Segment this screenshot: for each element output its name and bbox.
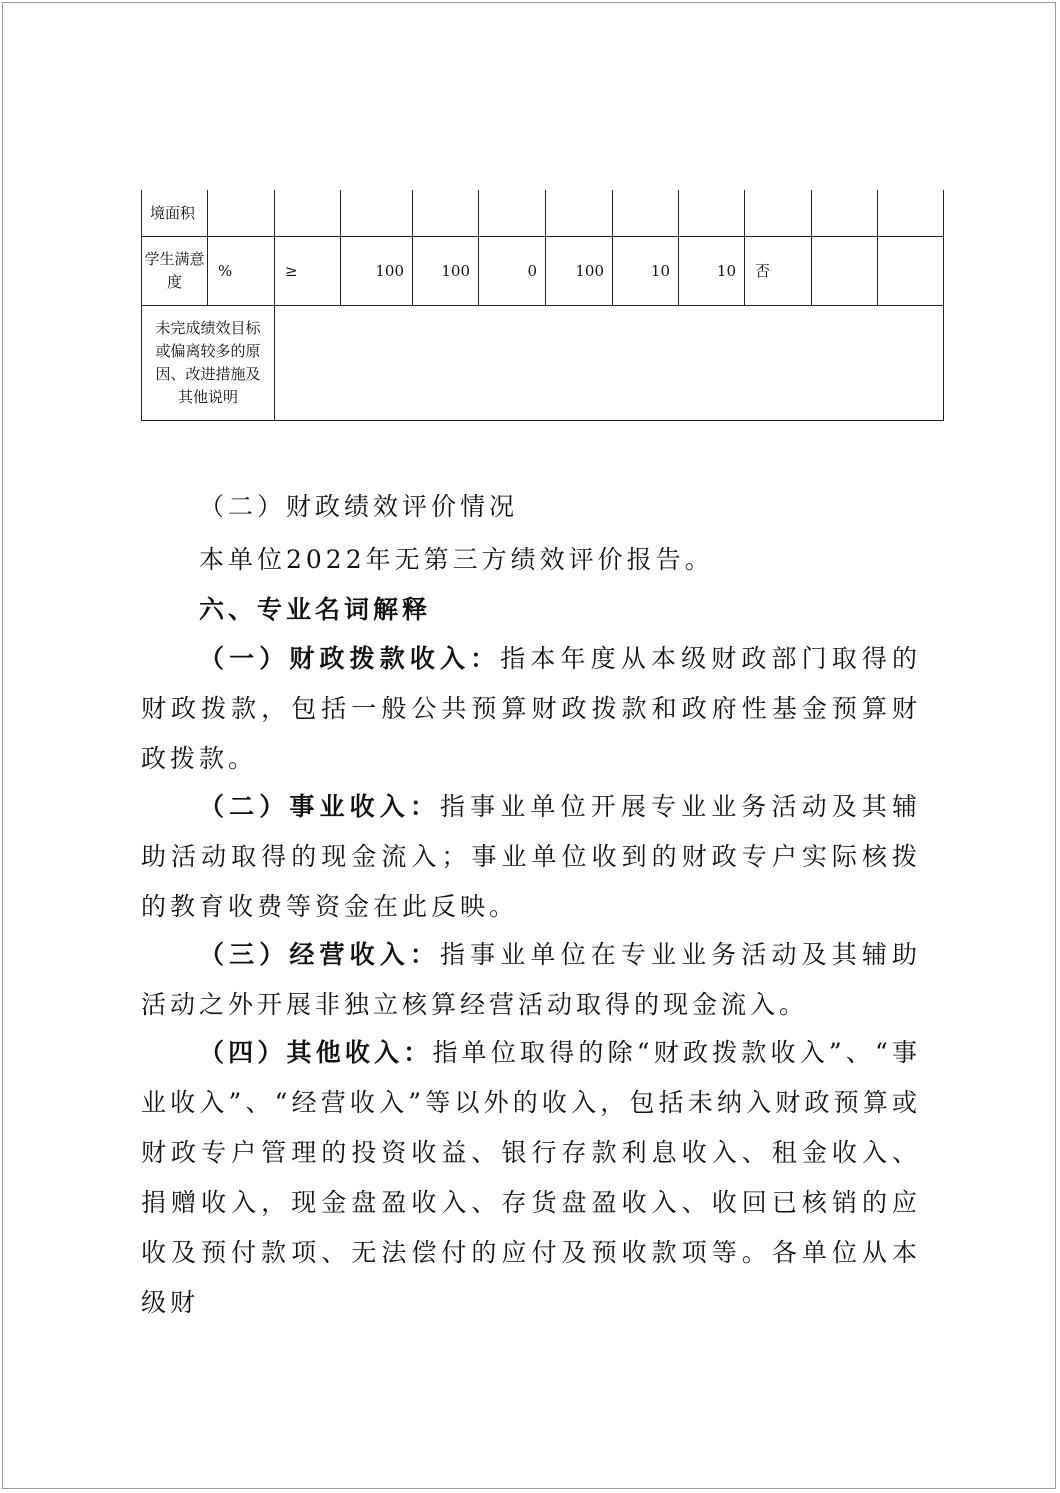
flag-cell: 否 [745, 237, 812, 306]
unit-cell [208, 190, 275, 237]
term-paragraph [141, 634, 921, 784]
value-cell [479, 190, 546, 237]
term-definition: 指事业单位在专业业务活动及其辅助活动之外开展非独立核算经营活动取得的现金流入。 [141, 940, 921, 1019]
value-cell [413, 190, 479, 237]
value-cell: 100 [546, 237, 613, 306]
empty-cell [812, 237, 878, 306]
performance-table [141, 190, 944, 421]
term-label: （二）事业收入： [199, 792, 441, 821]
value-cell: 10 [613, 237, 679, 306]
term-definition: 指本年度从本级财政部门取得的财政拨款，包括一般公共预算财政拨款和政府性基金预算财政拨款。 [141, 644, 921, 773]
term-paragraph [141, 1028, 921, 1328]
section-6-heading: 六、专业名词解释 [199, 595, 432, 624]
note-content-cell [275, 306, 944, 421]
value-cell [613, 190, 679, 237]
table-row [142, 306, 944, 421]
value-cell: 0 [479, 237, 546, 306]
section-2-heading: （二）财政绩效评价情况 [199, 492, 519, 521]
term-paragraph [141, 782, 921, 932]
unit-cell: % [208, 237, 275, 306]
value-cell [679, 190, 745, 237]
value-cell: 10 [679, 237, 745, 306]
value-cell: 100 [341, 237, 413, 306]
table-row [142, 237, 944, 306]
term-definition: 指单位取得的除“财政拨款收入”、“事业收入”、“经营收入”等以外的收入，包括未纳入财政预算或财政专户管理的投资收益、银行存款利息收入、租金收入、捐赠收入，现金盘盈收入、存货盘盈收入、收回已核销的应收及预付款项、无法偿付的应付及预收款项等。各单位从本级财 [141, 1038, 921, 1317]
indicator-name-cell: 学生满意度 [142, 237, 208, 306]
empty-cell [878, 190, 944, 237]
term-paragraph [141, 930, 921, 1030]
indicator-name-cell: 境面积 [142, 190, 208, 237]
value-cell [546, 190, 613, 237]
table-row [142, 190, 944, 237]
section-2-body: 本单位2022年无第三方绩效评价报告。 [199, 545, 714, 574]
operator-cell [275, 190, 341, 237]
term-label: （四）其他收入： [199, 1038, 433, 1067]
operator-cell: ≥ [275, 237, 341, 306]
note-label-cell: 未完成绩效目标或偏离较多的原因、改进措施及其他说明 [142, 306, 275, 421]
term-label: （三）经营收入： [199, 940, 441, 969]
empty-cell [812, 190, 878, 237]
value-cell: 100 [413, 237, 479, 306]
term-definition: 指事业单位开展专业业务活动及其辅助活动取得的现金流入；事业单位收到的财政专户实际核拨的教育收费等资金在此反映。 [141, 792, 921, 921]
empty-cell [878, 237, 944, 306]
term-label: （一）财政拨款收入： [199, 644, 501, 673]
flag-cell [745, 190, 812, 237]
value-cell [341, 190, 413, 237]
